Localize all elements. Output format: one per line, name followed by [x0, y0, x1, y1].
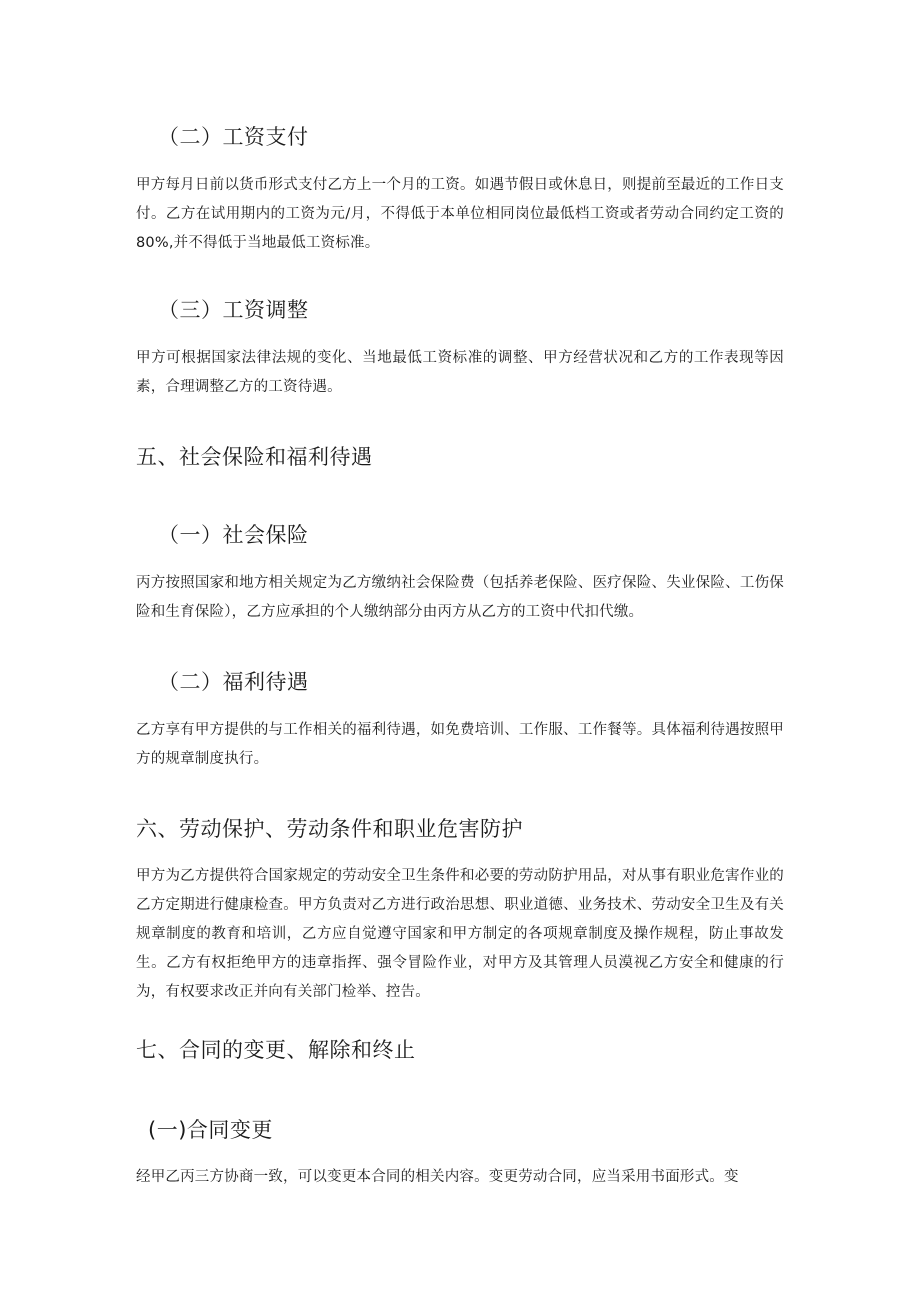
paragraph-welfare: 乙方享有甲方提供的与工作相关的福利待遇，如免费培训、工作服、工作餐等。具体福利待遇按照甲方的规章制度执行。: [136, 722, 784, 767]
heading-social-insurance-welfare: 五、社会保险和福利待遇: [136, 445, 373, 469]
paragraph-social-insurance: 丙方按照国家和地方相关规定为乙方缴纳社会保险费（包括养老保险、医疗保险、失业保险、工伤保险和生育保险），乙方应承担的个人缴纳部分由丙方从乙方的工资中代扣代缴。: [136, 575, 784, 620]
heading-wage-adjustment: （三）工资调整: [158, 298, 309, 322]
heading-contract-change-termination: 七、合同的变更、解除和终止: [136, 1038, 416, 1062]
heading-contract-change: (一)合同变更: [148, 1118, 273, 1142]
paragraph-contract-change: 经甲乙丙三方协商一致，可以变更本合同的相关内容。变更劳动合同，应当采用书面形式。变: [136, 1169, 739, 1185]
paragraph-wage-adjustment: 甲方可根据国家法律法规的变化、当地最低工资标准的调整、甲方经营状况和乙方的工作表现等因素，合理调整乙方的工资待遇。: [136, 350, 784, 395]
heading-wage-payment: （二）工资支付: [158, 125, 309, 149]
heading-welfare: （二）福利待遇: [158, 670, 309, 694]
paragraph-labor-protection: 甲方为乙方提供符合国家规定的劳动安全卫生条件和必要的劳动防护用品，对从事有职业危害作业的乙方定期进行健康检查。甲方负责对乙方进行政治思想、职业道德、业务技术、劳动安全卫生及有关规章制度的教育和培训，乙方应自觉遵守国家和甲方制定的各项规章制度及操作规程，防止事故发生。乙方有权拒绝甲方的违章指挥、强令冒险作业，对甲方及其管理人员漠视乙方安全和健康的行为，有权要求改正并向有关部门检举、控告。: [136, 868, 784, 1000]
paragraph-wage-payment: 甲方每月日前以货币形式支付乙方上一个月的工资。如遇节假日或休息日，则提前至最近的工作日支付。乙方在试用期内的工资为元/月，不得低于本单位相同岗位最低档工资或者劳动合同约定工资的80%,并不得低于当地最低工资标准。: [136, 177, 784, 251]
heading-social-insurance: （一）社会保险: [158, 523, 309, 547]
heading-labor-protection: 六、劳动保护、劳动条件和职业危害防护: [136, 817, 523, 841]
